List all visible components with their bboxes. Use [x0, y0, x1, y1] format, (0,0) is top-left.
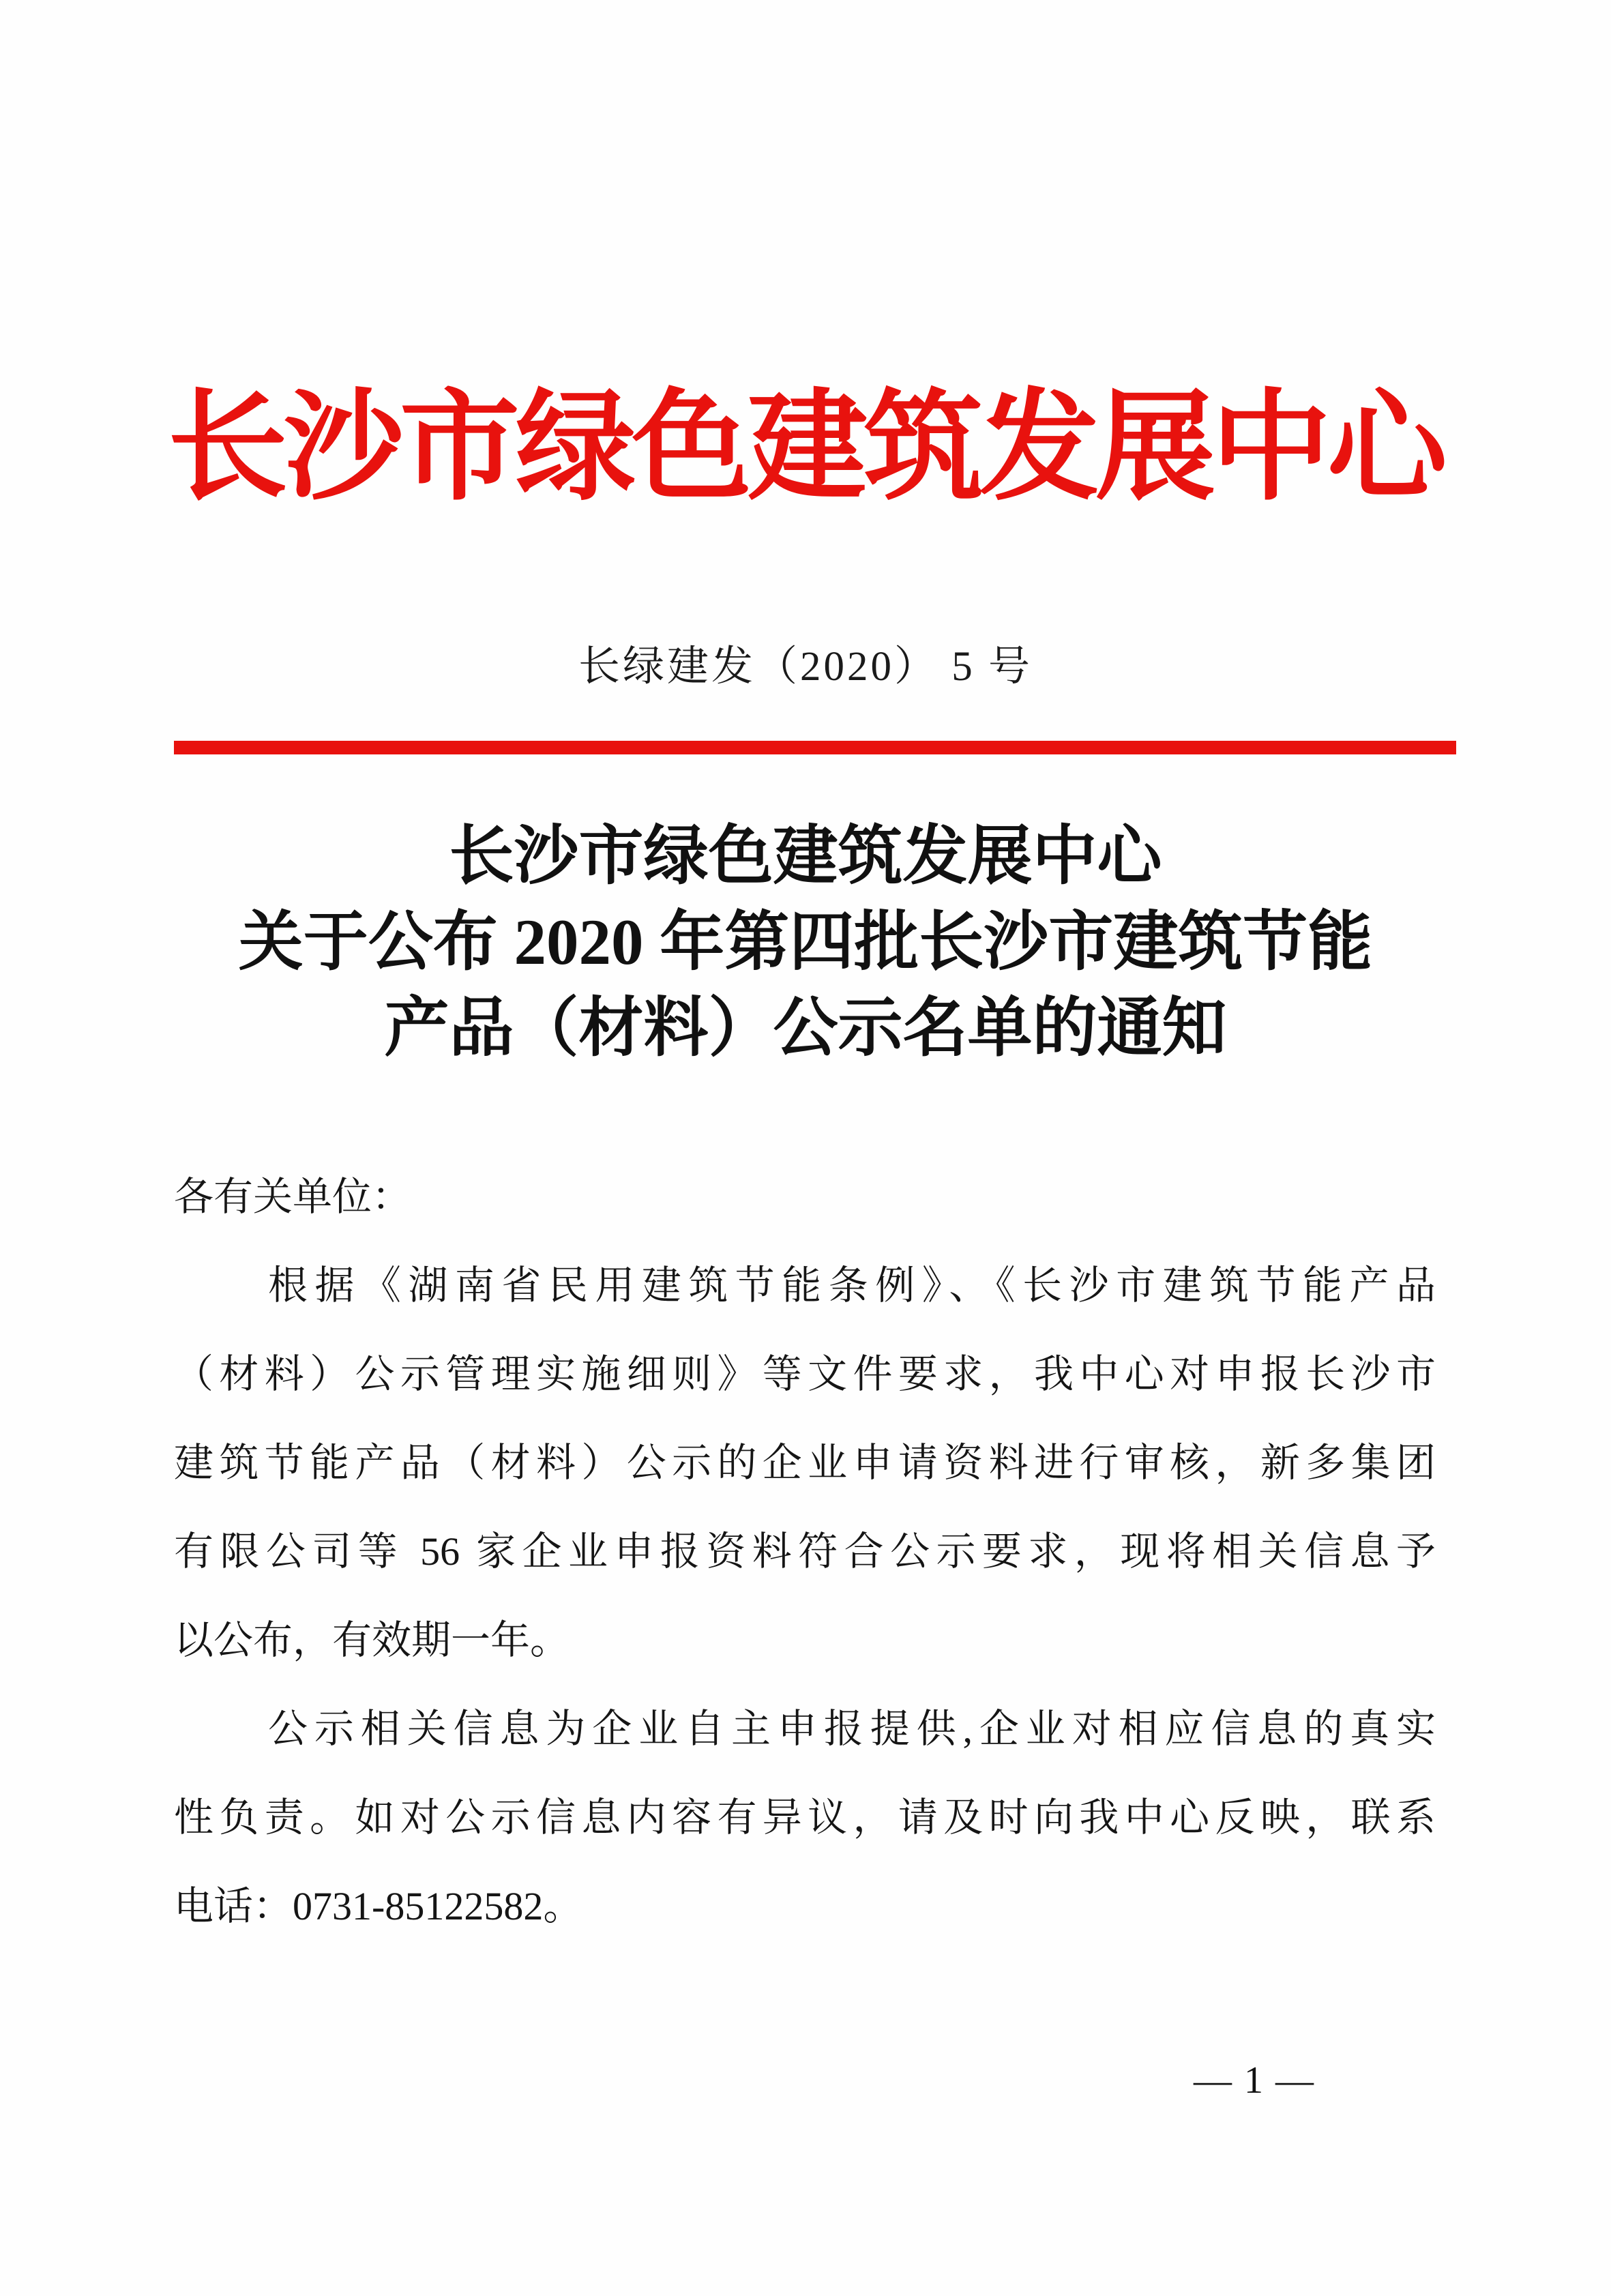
- paragraph-2-line-1: 公示相关信息为企业自主申报提供,企业对相应信息的真实: [268, 1707, 1436, 1751]
- document-reference-number: 长绿建发（2020） 5 号: [578, 644, 1033, 690]
- paragraph-1-line-4: 有限公司等 56 家企业申报资料符合公示要求，现将相关信息予: [174, 1529, 1436, 1574]
- paragraph-1-line-5: 以公布，有效期一年。: [174, 1618, 570, 1662]
- page-number: — 1 —: [1194, 2059, 1315, 2102]
- paragraph-1-line-3: 建筑节能产品（材料）公示的企业申请资料进行审核，新多集团: [174, 1441, 1436, 1485]
- red-header-rule: [174, 741, 1456, 754]
- document-title-line-3: 产品（材料）公示名单的通知: [384, 992, 1227, 1064]
- document-title-line-1: 长沙市绿色建筑发展中心: [449, 820, 1162, 892]
- document-body: [174, 1153, 1436, 1951]
- salutation: 各有关单位：: [174, 1175, 412, 1219]
- paragraph-1-line-2: （材料）公示管理实施细则》等文件要求，我中心对申报长沙市: [174, 1352, 1436, 1396]
- org-masthead-title: 长沙市绿色建筑发展中心: [167, 382, 1443, 515]
- paragraph-2-line-2: 性负责。如对公示信息内容有异议，请及时向我中心反映，联系: [174, 1795, 1436, 1840]
- paragraph-1-line-1: 根据《湖南省民用建筑节能条例》、《长沙市建筑节能产品: [268, 1263, 1436, 1308]
- document-title: [0, 813, 1611, 1071]
- document-title-line-2: 关于公布 2020 年第四批长沙市建筑节能: [238, 906, 1373, 978]
- paragraph-2-line-3: 电话：0731-85122582。: [174, 1884, 583, 1928]
